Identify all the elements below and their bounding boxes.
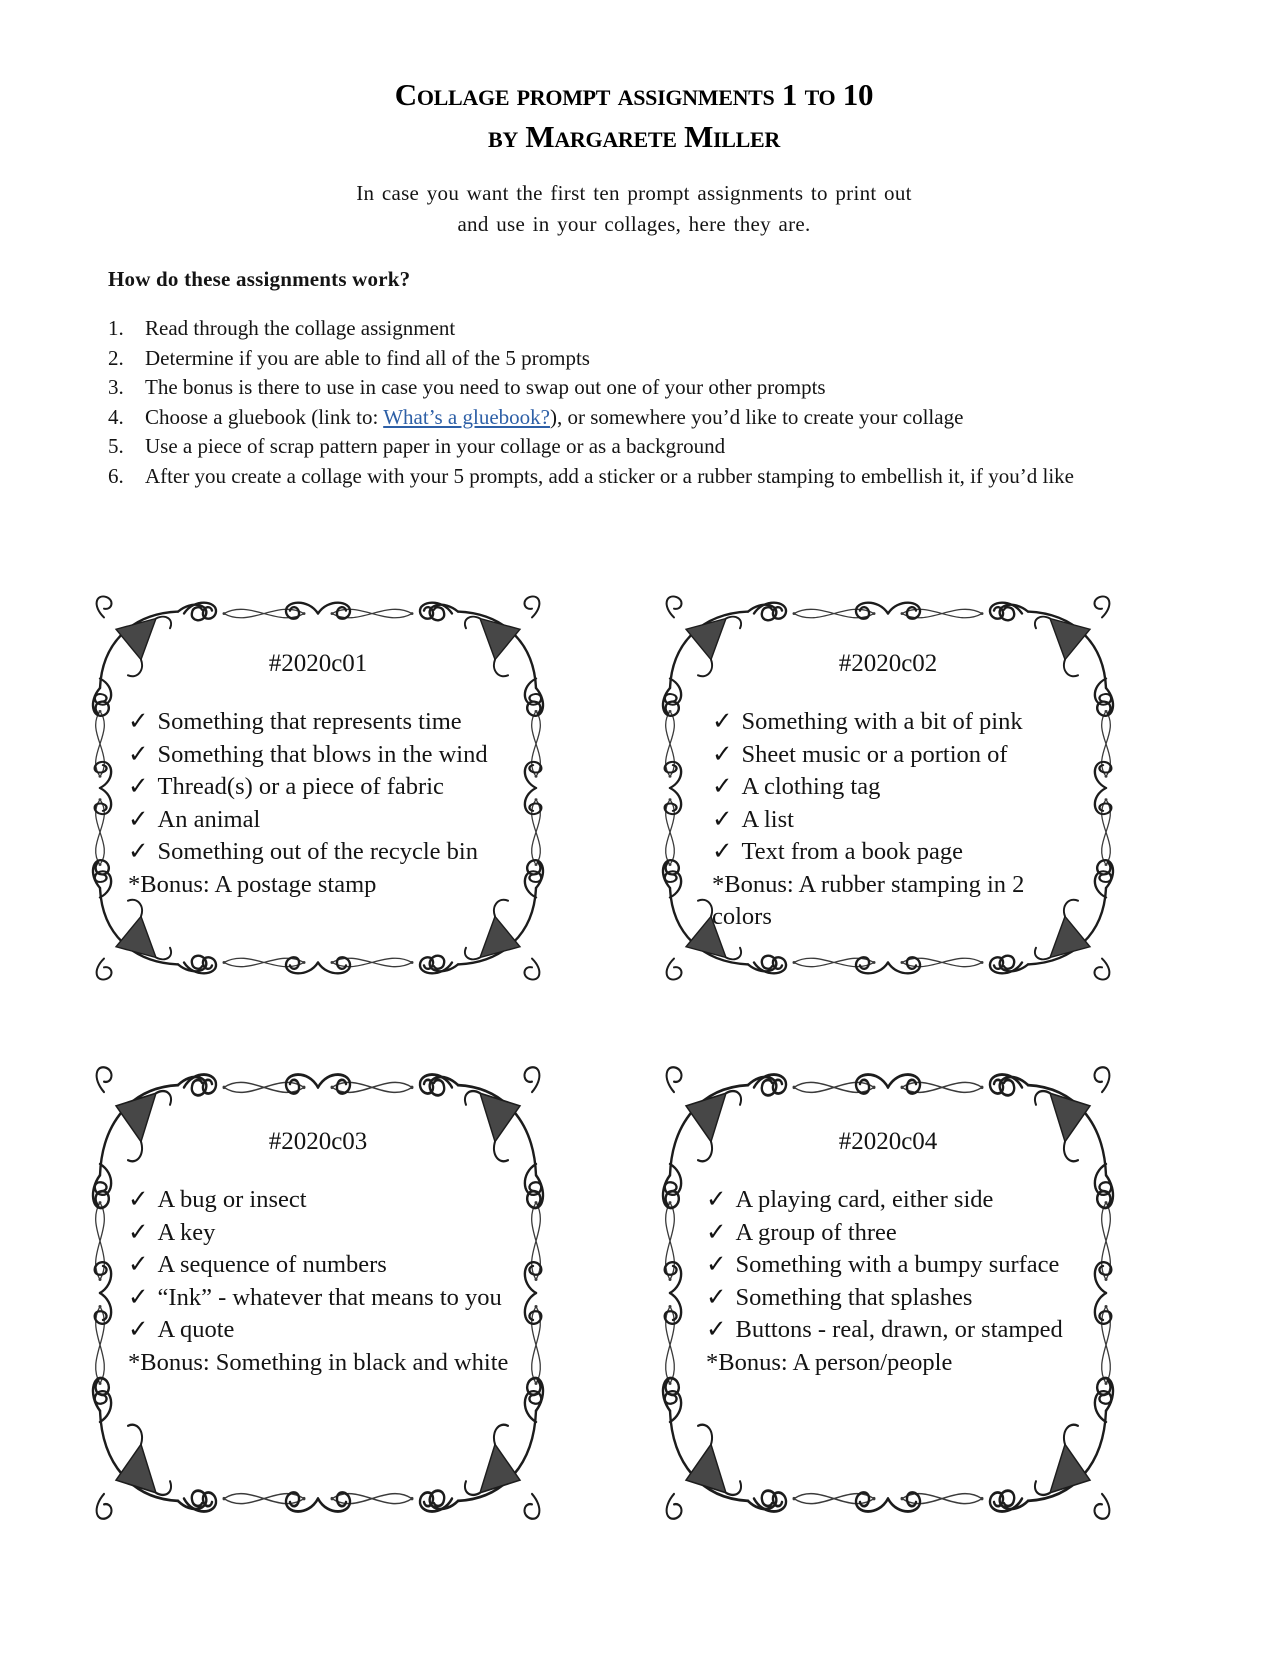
card-id: #2020c01 — [268, 650, 368, 677]
card-prompts — [648, 1184, 1128, 1379]
prompt-item: ✓ Text from a book page — [712, 838, 963, 865]
instruction-text: Read through the collage assignment — [145, 316, 456, 340]
prompt-card-2020c04 — [648, 1062, 1128, 1524]
prompt-item: ✓ A quote — [128, 1316, 235, 1343]
card-prompts — [648, 706, 1128, 934]
section-heading: How do these assignments work? — [108, 267, 411, 291]
intro-paragraph — [0, 178, 1268, 240]
instruction-item — [108, 403, 1126, 433]
prompt-item: ✓ Something out of the recycle bin — [128, 838, 478, 865]
instruction-number: 1. — [108, 316, 124, 340]
prompt-item: ✓ An animal — [128, 805, 261, 833]
check-icon: ✓ — [712, 773, 733, 800]
check-icon: ✓ — [128, 1283, 149, 1311]
check-icon: ✓ — [706, 1316, 727, 1343]
prompt-item: ✓ A clothing tag — [712, 773, 881, 800]
check-icon: ✓ — [128, 740, 149, 768]
instruction-item — [108, 462, 1126, 492]
instruction-number: 4. — [108, 404, 124, 429]
intro-line-1: In case you want the first ten prompt assignments to print out — [356, 181, 912, 205]
bonus-line: *Bonus: Something in black and white — [128, 1348, 509, 1376]
bonus-line: *Bonus: A postage stamp — [128, 870, 377, 898]
instruction-text: After you create a collage with your 5 prompts, add a sticker or a rubber stamping to embellish it, if you’d like — [145, 463, 1074, 488]
prompt-item: ✓ A list — [712, 805, 794, 833]
prompt-item: ✓ Buttons - real, drawn, or stamped — [706, 1316, 1063, 1343]
prompt-item: ✓ A bug or insect — [128, 1186, 307, 1213]
prompt-list — [128, 1184, 544, 1347]
check-icon: ✓ — [712, 740, 733, 768]
instruction-item — [108, 344, 1126, 374]
prompt-item: ✓ A group of three — [706, 1218, 897, 1246]
instruction-text: Use a piece of scrap pattern paper in your collage or as a background — [145, 434, 726, 458]
prompt-item: ✓ A key — [128, 1218, 216, 1246]
prompt-item: ✓ Something that represents time — [128, 708, 462, 735]
prompt-card-2020c01 — [78, 592, 558, 984]
instruction-item — [108, 314, 1126, 344]
instruction-number: 3. — [108, 375, 124, 399]
card-id: #2020c02 — [838, 650, 938, 677]
check-icon: ✓ — [128, 1251, 149, 1278]
instruction-number: 6. — [108, 463, 124, 488]
bonus-line: *Bonus: A rubber stamping in 2 colors — [712, 870, 1025, 930]
instruction-number: 5. — [108, 434, 124, 458]
card-prompts — [78, 1184, 558, 1379]
check-icon: ✓ — [128, 805, 149, 833]
instruction-item — [108, 432, 1126, 462]
prompt-item: ✓ “Ink” - whatever that means to you — [128, 1283, 502, 1311]
instruction-text: Determine if you are able to find all of the 5 prompts — [145, 345, 590, 370]
prompt-item: ✓ A sequence of numbers — [128, 1251, 387, 1278]
check-icon: ✓ — [706, 1186, 727, 1213]
check-icon: ✓ — [128, 1218, 149, 1246]
title-line-2: by Margarete Miller — [487, 119, 781, 154]
card-id: #2020c03 — [268, 1128, 368, 1155]
check-icon: ✓ — [128, 1316, 149, 1343]
prompt-item: ✓ A playing card, either side — [706, 1186, 994, 1213]
instruction-text: The bonus is there to use in case you need to swap out one of your other prompts — [145, 375, 826, 399]
prompt-item: ✓ Something that blows in the wind — [128, 740, 488, 768]
title-line-1: Collage prompt assignments 1 to 10 — [394, 77, 874, 112]
prompt-item: ✓ Something with a bumpy surface — [706, 1251, 1060, 1278]
check-icon: ✓ — [128, 708, 149, 735]
prompt-item: ✓ Something with a bit of pink — [712, 708, 1023, 735]
instructions-list — [108, 314, 1126, 491]
prompt-item: ✓ Sheet music or a portion of — [712, 740, 1008, 768]
check-icon: ✓ — [128, 838, 149, 865]
whats-a-gluebook-link[interactable]: What’s a gluebook? — [383, 404, 550, 429]
card-id: #2020c04 — [838, 1128, 938, 1155]
prompt-list — [128, 706, 544, 869]
check-icon: ✓ — [712, 838, 733, 865]
check-icon: ✓ — [712, 708, 733, 735]
prompt-list — [712, 706, 1084, 869]
card-prompts — [78, 706, 558, 901]
prompt-item: ✓ Something that splashes — [706, 1283, 973, 1311]
instruction-item — [108, 373, 1126, 403]
prompt-item: ✓ Thread(s) or a piece of fabric — [128, 773, 444, 800]
check-icon: ✓ — [128, 773, 149, 800]
intro-line-2: and use in your collages, here they are. — [457, 212, 811, 236]
prompt-card-2020c03 — [78, 1062, 558, 1524]
prompt-list — [706, 1184, 1104, 1347]
check-icon: ✓ — [128, 1186, 149, 1213]
document-title — [0, 74, 1268, 158]
check-icon: ✓ — [706, 1218, 727, 1246]
check-icon: ✓ — [712, 805, 733, 833]
check-icon: ✓ — [706, 1283, 727, 1311]
instruction-text: Choose a gluebook (link to: What’s a gluebook?), or somewhere you’d like to create your collage — [145, 404, 964, 429]
instruction-number: 2. — [108, 345, 124, 370]
prompt-card-2020c02 — [648, 592, 1128, 984]
bonus-line: *Bonus: A person/people — [706, 1348, 953, 1376]
check-icon: ✓ — [706, 1251, 727, 1278]
